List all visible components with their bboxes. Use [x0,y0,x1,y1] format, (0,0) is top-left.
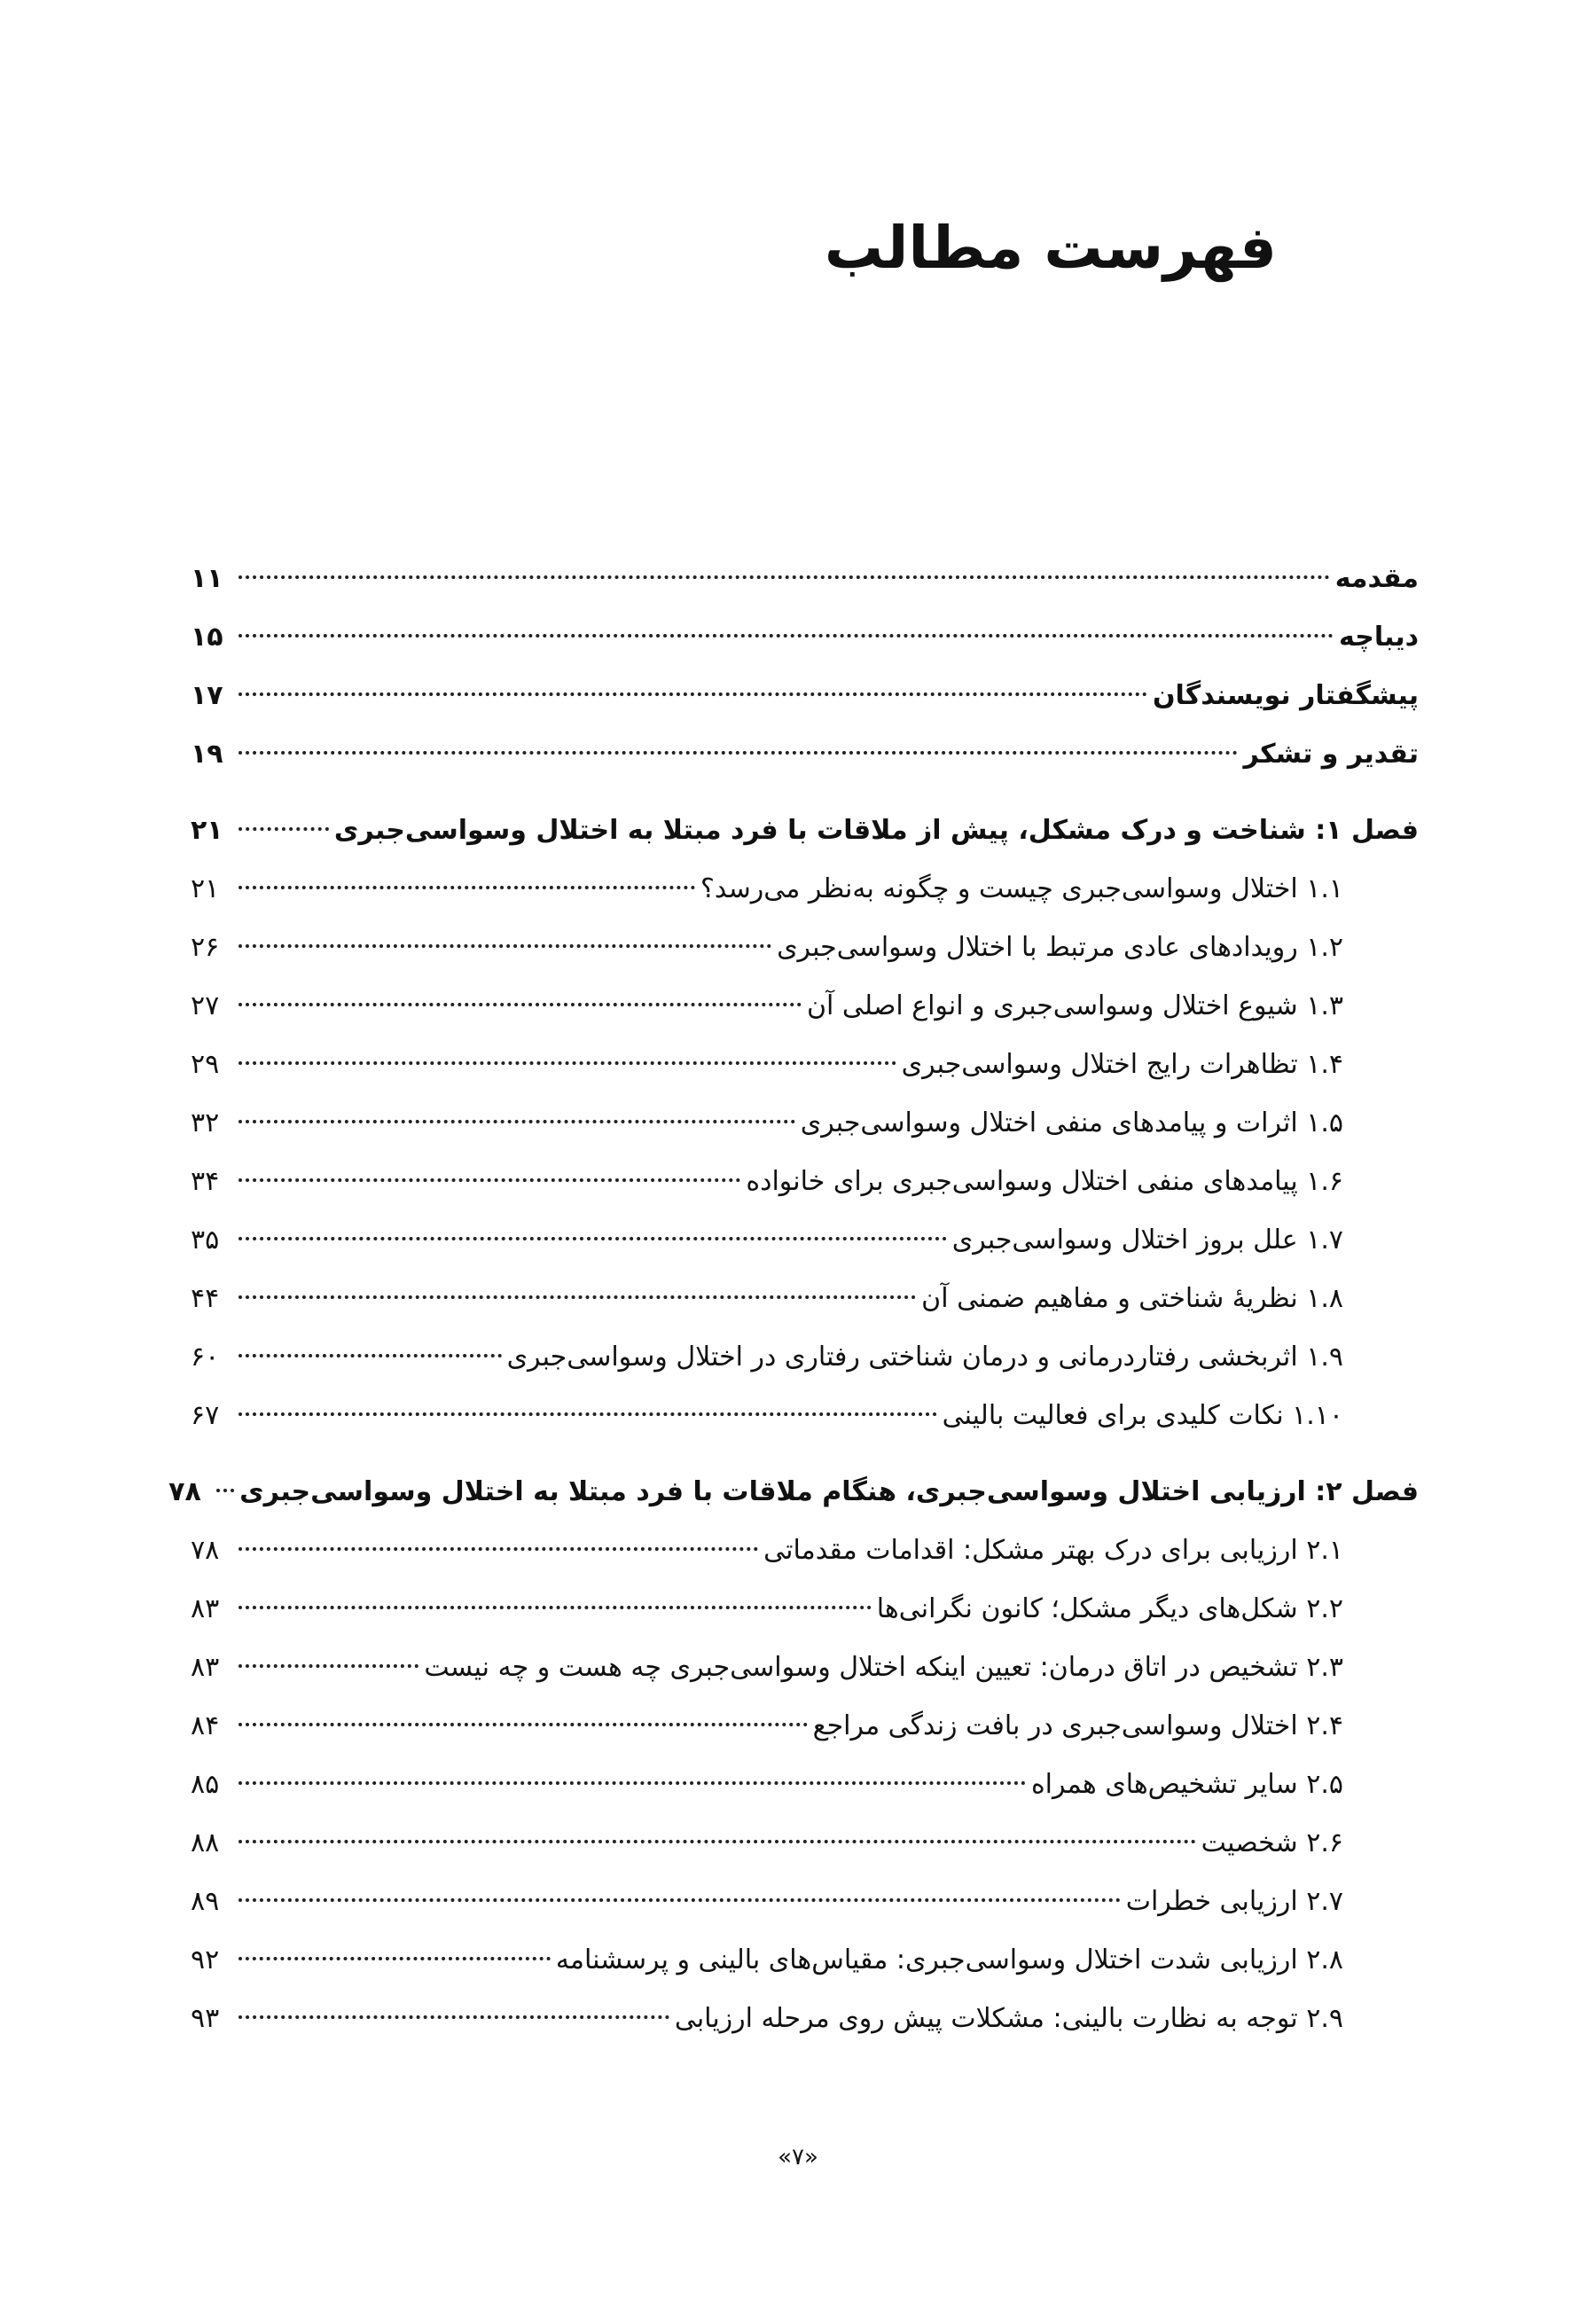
dot-leader [239,1606,872,1609]
toc-entry-page: ۲۹ [191,1049,220,1080]
toc-entry [191,725,1419,784]
toc-subentry [191,1522,1419,1580]
toc-entry-title: ۲.۱ ارزیابی برای درک بهتر مشکل: اقدامات مقدماتی [763,1535,1343,1566]
toc-entry-title: فصل ۲: ارزیابی اختلال وسواسی‌جبری، هنگام ملاقات با فرد مبتلا به اختلال وسواسی‌جبری [239,1476,1419,1507]
toc-entry-title: ۱.۷ علل بروز اختلال وسواسی‌جبری [951,1224,1343,1256]
toc-entry-page: ۸۳ [191,1593,220,1624]
toc-entry-page: ۳۵ [191,1224,220,1256]
toc-entry-title: ۱.۵ اثرات و پیامدهای منفی اختلال وسواسی‌جبری [800,1107,1343,1138]
dot-leader [239,1412,937,1416]
toc-entry-title: ۲.۳ تشخیص در اتاق درمان: تعیین اینکه اختلال وسواسی‌جبری چه هست و چه نیست [424,1652,1343,1683]
toc-entry-title: ۱.۲ رویدادهای عادی مرتبط با اختلال وسواسی‌جبری [777,932,1343,963]
toc-subentry [191,1036,1419,1094]
toc-entry-page: ۳۴ [191,1166,220,1197]
toc-subentry [191,1814,1419,1873]
dot-leader [239,1061,896,1065]
toc-entry-title: فصل ۱: شناخت و درک مشکل، پیش از ملاقات با فرد مبتلا به اختلال وسواسی‌جبری [333,815,1419,846]
toc-entry-page: ۴۴ [191,1283,220,1314]
toc-entry-title: ۲.۲ شکل‌های دیگر مشکل؛ کانون نگرانی‌ها [876,1593,1343,1624]
toc-entry-page: ۲۶ [191,932,220,963]
toc-subentry [191,1697,1419,1756]
toc-entry-title: دیباچه [1339,622,1419,653]
toc-entry-title: ۱.۴ تظاهرات رایج اختلال وسواسی‌جبری [901,1049,1343,1080]
toc-entry-title: ۲.۹ توجه به نظارت بالینی: مشکلات پیش روی مرحله ارزیابی [674,2003,1343,2034]
dot-leader [239,1178,740,1182]
toc-entry-title: ۲.۶ شخصیت [1201,1827,1343,1858]
toc-entry-page: ۲۱ [191,815,223,846]
toc-entry-title: ۲.۷ ارزیابی خطرات [1125,1886,1343,1917]
dot-leader [239,1898,1121,1902]
toc-entry-page: ۸۵ [191,1769,220,1800]
toc-subentry [191,1387,1419,1445]
toc-entry-page: ۱۱ [191,563,223,594]
toc-subentry [191,1990,1419,2048]
dot-leader [239,1547,758,1551]
toc-entry-title: ۱.۳ شیوع اختلال وسواسی‌جبری و انواع اصلی آن [807,990,1343,1021]
dot-leader [239,886,695,889]
dot-leader [239,751,1238,755]
toc-entry-page: ۹۲ [191,1944,220,1975]
toc-entry [191,608,1419,667]
toc-subentry [191,1270,1419,1328]
toc-entry-page: ۷۸ [168,1476,201,1507]
toc-entry-title: ۱.۱۰ نکات کلیدی برای فعالیت بالینی [942,1400,1343,1431]
dot-leader [239,1723,808,1726]
toc-subentry [191,860,1419,919]
toc-entry-title: ۲.۸ ارزیابی شدت اختلال وسواسی‌جبری: مقیاس‌های بالینی و پرسشنامه [555,1944,1343,1975]
dot-leader [239,1781,1026,1785]
toc-entry-page: ۳۲ [191,1107,220,1138]
toc-entry-page: ۲۷ [191,990,220,1021]
toc-entry-page: ۶۰ [191,1342,220,1373]
toc-entry-page: ۲۱ [191,873,220,904]
dot-leader [239,2015,669,2019]
page-title: فهرست مطالب [824,214,1277,282]
dot-leader [239,1295,916,1299]
toc-subentry [191,919,1419,977]
toc-entry-page: ۷۸ [191,1535,220,1566]
dot-leader [239,1664,419,1668]
page-number: «۷» [778,2144,818,2171]
toc-entry-title: ۲.۵ سایر تشخیص‌های همراه [1030,1769,1343,1800]
toc-subentry [191,1756,1419,1814]
toc-entry-page: ۹۳ [191,2003,220,2034]
dot-leader [239,1120,795,1123]
toc-entry-title: مقدمه [1334,563,1419,594]
toc-entry-page: ۶۷ [191,1400,220,1431]
toc-entry [191,667,1419,725]
toc-entry-title: ۱.۱ اختلال وسواسی‌جبری چیست و چگونه به‌نظر می‌رسد؟ [700,873,1343,904]
toc-entry-page: ۱۷ [191,680,223,711]
toc-subentry [191,1328,1419,1387]
toc-subentry [191,1094,1419,1153]
toc-entry-page: ۸۹ [191,1886,220,1917]
toc-entry-page: ۱۹ [191,739,223,770]
toc-subentry [191,1153,1419,1211]
toc-entry [168,1463,1419,1522]
toc-subentry [191,977,1419,1036]
toc-entry-page: ۸۴ [191,1710,220,1741]
dot-leader [239,634,1334,638]
dot-leader [239,827,329,831]
table-of-contents [168,550,1419,2048]
toc-subentry [191,1580,1419,1639]
dot-leader [239,575,1330,579]
dot-leader [239,1840,1196,1843]
dot-leader [239,944,771,948]
toc-entry-page: ۱۵ [191,622,223,653]
dot-leader [239,692,1147,696]
dot-leader [239,1237,947,1240]
toc-entry [191,550,1419,608]
toc-subentry [191,1873,1419,1931]
toc-subentry [191,1931,1419,1990]
toc-entry-page: ۸۳ [191,1652,220,1683]
dot-leader [239,1354,502,1357]
toc-entry-title: پیشگفتار نویسندگان [1152,680,1419,711]
toc-entry-title: ۱.۹ اثربخشی رفتاردرمانی و درمان شناختی رفتاری در اختلال وسواسی‌جبری [506,1342,1343,1373]
dot-leader [216,1489,234,1492]
toc-entry-title: ۲.۴ اختلال وسواسی‌جبری در بافت زندگی مراجع [812,1710,1343,1741]
toc-subentry [191,1639,1419,1697]
toc-entry [191,802,1419,860]
toc-subentry [191,1211,1419,1270]
toc-entry-page: ۸۸ [191,1827,220,1858]
dot-leader [239,1003,802,1006]
toc-entry-title: ۱.۶ پیامدهای منفی اختلال وسواسی‌جبری برای خانواده [746,1166,1343,1197]
toc-entry-title: تقدیر و تشکر [1243,739,1419,770]
toc-entry-title: ۱.۸ نظریهٔ شناختی و مفاهیم ضمنی آن [921,1283,1343,1314]
dot-leader [239,1957,551,1960]
